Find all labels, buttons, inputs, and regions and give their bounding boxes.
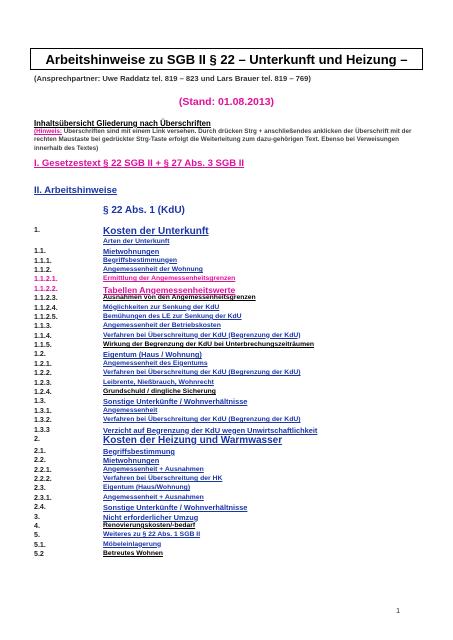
toc-entry-number: 1.1.2.3.: [34, 294, 58, 303]
toc-entry-number: 1.1.3.: [34, 322, 52, 331]
toc-entry-link[interactable]: Bemühungen des LE zur Senkung der KdU: [103, 312, 242, 320]
toc-entry-link[interactable]: Eigentum (Haus/Wohnung): [103, 484, 191, 492]
toc-entry-number: 1.2.1.: [34, 359, 52, 368]
toc-entry: [34, 513, 424, 522]
toc-entry-number: 4.: [34, 521, 40, 530]
toc-entry-number: 1.3.: [34, 397, 46, 406]
toc-entry-number: 1.1.4.: [34, 331, 52, 340]
toc-entry-number: 2.2.1.: [34, 465, 52, 474]
toc-entry-number: 1.3.2.: [34, 416, 52, 425]
toc-entry: [34, 313, 424, 322]
toc-entry-link[interactable]: Mietwohnungen: [103, 247, 160, 257]
toc-entry-link[interactable]: Begriffsbestimmung: [103, 446, 175, 456]
toc-entry-link[interactable]: Nicht erforderlicher Umzug: [103, 512, 199, 522]
toc-entry: [34, 416, 424, 425]
toc-entry: [34, 257, 424, 266]
toc-entry-number: 1.1.: [34, 247, 46, 256]
toc-entry-link[interactable]: Leibrente, Nießbrauch, Wohnrecht: [103, 378, 214, 386]
toc-entry: [34, 275, 424, 284]
toc-entry-link[interactable]: Verfahren bei Überschreitung der KdU (Begrenzung der KdU): [103, 331, 301, 339]
toc-entry: [34, 266, 424, 275]
toc-entry-number: 5.: [34, 531, 40, 540]
toc-entry-number: 1.2.4.: [34, 388, 52, 397]
toc-entry-link[interactable]: Angemessenheit der Betriebskosten: [103, 322, 221, 330]
toc-entry-number: 1.2.3.: [34, 378, 52, 387]
toc-entry-link[interactable]: Angemessenheit des Eigentums: [103, 359, 208, 367]
toc-entry-link[interactable]: Angemessenheit: [103, 406, 158, 414]
toc-entry: [34, 369, 424, 378]
toc-entry: [34, 475, 424, 484]
toc-entry-link[interactable]: Arten der Unterkunft: [103, 237, 170, 245]
toc-entry: [34, 226, 424, 238]
toc-entry-link[interactable]: Wirkung der Begrenzung der KdU bei Unterbrechungszeiträumen: [103, 341, 315, 349]
toc-entry-number: 2.2.2.: [34, 474, 52, 483]
toc-entry-number: 1.1.2.1.: [34, 275, 58, 284]
hint-label: (Hinweis:: [34, 128, 62, 135]
toc-entry: [34, 238, 424, 247]
toc-entry-link[interactable]: Verzicht auf Begrenzung der KdU wegen Unwirtschaftlichkeit: [103, 425, 318, 435]
document-title: Arbeitshinweise zu SGB II § 22 – Unterkunft und Heizung –: [30, 48, 423, 70]
toc-entry-number: 2.1.: [34, 446, 46, 455]
toc-entry-link[interactable]: Verfahren bei Überschreitung der HK: [103, 474, 223, 482]
section-link-gesetzestext[interactable]: I. Gesetzestext § 22 SGB II + § 27 Abs. 3 SGB II: [34, 158, 245, 169]
toc-entry: [34, 447, 424, 456]
toc-entry: [34, 332, 424, 341]
toc-entry: [34, 531, 424, 540]
toc-entry-number: 1.1.2.2.: [34, 284, 58, 293]
toc-entry-link[interactable]: Kosten der Heizung und Warmwasser: [103, 435, 283, 446]
toc-entry-link[interactable]: Ermittlung der Angemessenheitsgrenzen: [103, 275, 236, 283]
toc-list: [34, 226, 424, 559]
toc-entry-number: 1.1.5.: [34, 341, 52, 350]
toc-entry: [34, 322, 424, 331]
toc-entry: [34, 341, 424, 350]
paragraph-heading: § 22 Abs. 1 (KdU): [103, 205, 185, 216]
toc-heading: Inhaltsübersicht Gliederung nach Überschriften: [34, 119, 211, 128]
toc-entry-link[interactable]: Angemessenheit + Ausnahmen: [103, 465, 204, 473]
toc-entry-number: 1.2.2.: [34, 369, 52, 378]
status-date: (Stand: 01.08.2013): [178, 96, 275, 108]
toc-entry-link[interactable]: Sonstige Unterkünfte / Wohnverhältnisse: [103, 503, 248, 513]
toc-entry-link[interactable]: Möglichkeiten zur Senkung der KdU: [103, 303, 220, 311]
toc-entry: [34, 435, 424, 447]
toc-entry: [34, 360, 424, 369]
toc-entry: [34, 503, 424, 512]
toc-entry-link[interactable]: Verfahren bei Überschreitung der KdU (Begrenzung der KdU): [103, 416, 301, 424]
toc-entry-number: 1.1.1.: [34, 256, 52, 265]
toc-entry-number: 1.2.: [34, 350, 46, 359]
toc-entry-number: 3.: [34, 512, 40, 521]
toc-entry: [34, 484, 424, 493]
toc-entry-number: 1.1.2.5.: [34, 312, 58, 321]
toc-entry-link[interactable]: Mietwohnungen: [103, 456, 160, 466]
toc-entry: [34, 285, 424, 294]
toc-entry-link[interactable]: Tabellen Angemessenheitswerte: [103, 284, 236, 295]
toc-entry-link[interactable]: Weiteres zu § 22 Abs. 1 SGB II: [103, 531, 201, 539]
toc-entry-link[interactable]: Ausnahmen von den Angemessenheitsgrenzen: [103, 294, 256, 302]
toc-entry: [34, 550, 424, 559]
contact-persons: (Ansprechpartner: Uwe Raddatz tel. 819 – 823 und Lars Brauer tel. 819 – 769): [34, 74, 311, 83]
toc-entry: [34, 379, 424, 388]
toc-entry-link[interactable]: Kosten der Unterkunft: [103, 226, 209, 237]
toc-entry: [34, 247, 424, 256]
toc-entry: [34, 456, 424, 465]
section-link-arbeitshinweise[interactable]: II. Arbeitshinweise: [34, 185, 118, 196]
toc-entry: [34, 350, 424, 359]
toc-entry-number: 1.3.1.: [34, 406, 52, 415]
toc-entry: [34, 304, 424, 313]
toc-entry-link[interactable]: Angemessenheit + Ausnahmen: [103, 493, 204, 501]
toc-entry-number: 5.1.: [34, 540, 46, 549]
toc-entry-number: 1.3.3: [34, 425, 50, 434]
hint-note: [34, 128, 429, 153]
toc-entry-link[interactable]: Angemessenheit der Wohnung: [103, 265, 203, 273]
toc-entry: [34, 407, 424, 416]
toc-entry: [34, 388, 424, 397]
toc-entry: [34, 541, 424, 550]
toc-entry-number: 5.2: [34, 550, 44, 559]
toc-entry-number: 2.3.1.: [34, 493, 52, 502]
toc-entry-number: 2.4.: [34, 503, 46, 512]
toc-entry-link[interactable]: Sonstige Unterkünfte / Wohnverhältnisse: [103, 397, 248, 407]
toc-entry: [34, 466, 424, 475]
toc-entry: [34, 494, 424, 503]
toc-entry-link[interactable]: Betreutes Wohnen: [103, 550, 163, 558]
toc-entry: [34, 426, 424, 435]
toc-entry-link[interactable]: Verfahren bei Überschreitung der KdU (Begrenzung der KdU): [103, 369, 301, 377]
toc-entry-link[interactable]: Begriffsbestimmungen: [103, 256, 178, 264]
toc-entry-number: 2.3.: [34, 484, 46, 493]
toc-entry: [34, 397, 424, 406]
toc-entry: [34, 522, 424, 531]
toc-entry-number: 1.1.2.: [34, 265, 52, 274]
toc-entry-number: 1.: [34, 226, 40, 234]
page-number: 1: [396, 606, 401, 615]
hint-text: Überschriften sind mit einem Link versehen. Durch drücken Strg + anschließendes anklicken der Überschrift mit der rechten Maustaste bei gedrückter Strg-Taste erfolgt die Weiterleitung zum dazu-gehörigen Text. Ebenso bei Verweisungen innerhalb des Textes): [34, 128, 412, 152]
toc-entry-number: 2.2.: [34, 456, 46, 465]
toc-entry-number: 1.1.2.4.: [34, 303, 58, 312]
toc-entry-link[interactable]: Grundschuld / dingliche Sicherung: [103, 388, 216, 396]
toc-entry-number: 2.: [34, 435, 40, 443]
toc-entry-link[interactable]: Renovierungskosten/-bedarf: [103, 521, 196, 529]
toc-entry: [34, 294, 424, 303]
toc-entry-link[interactable]: Möbeleinlagerung: [103, 540, 162, 548]
toc-entry-link[interactable]: Eigentum (Haus / Wohnung): [103, 350, 202, 360]
